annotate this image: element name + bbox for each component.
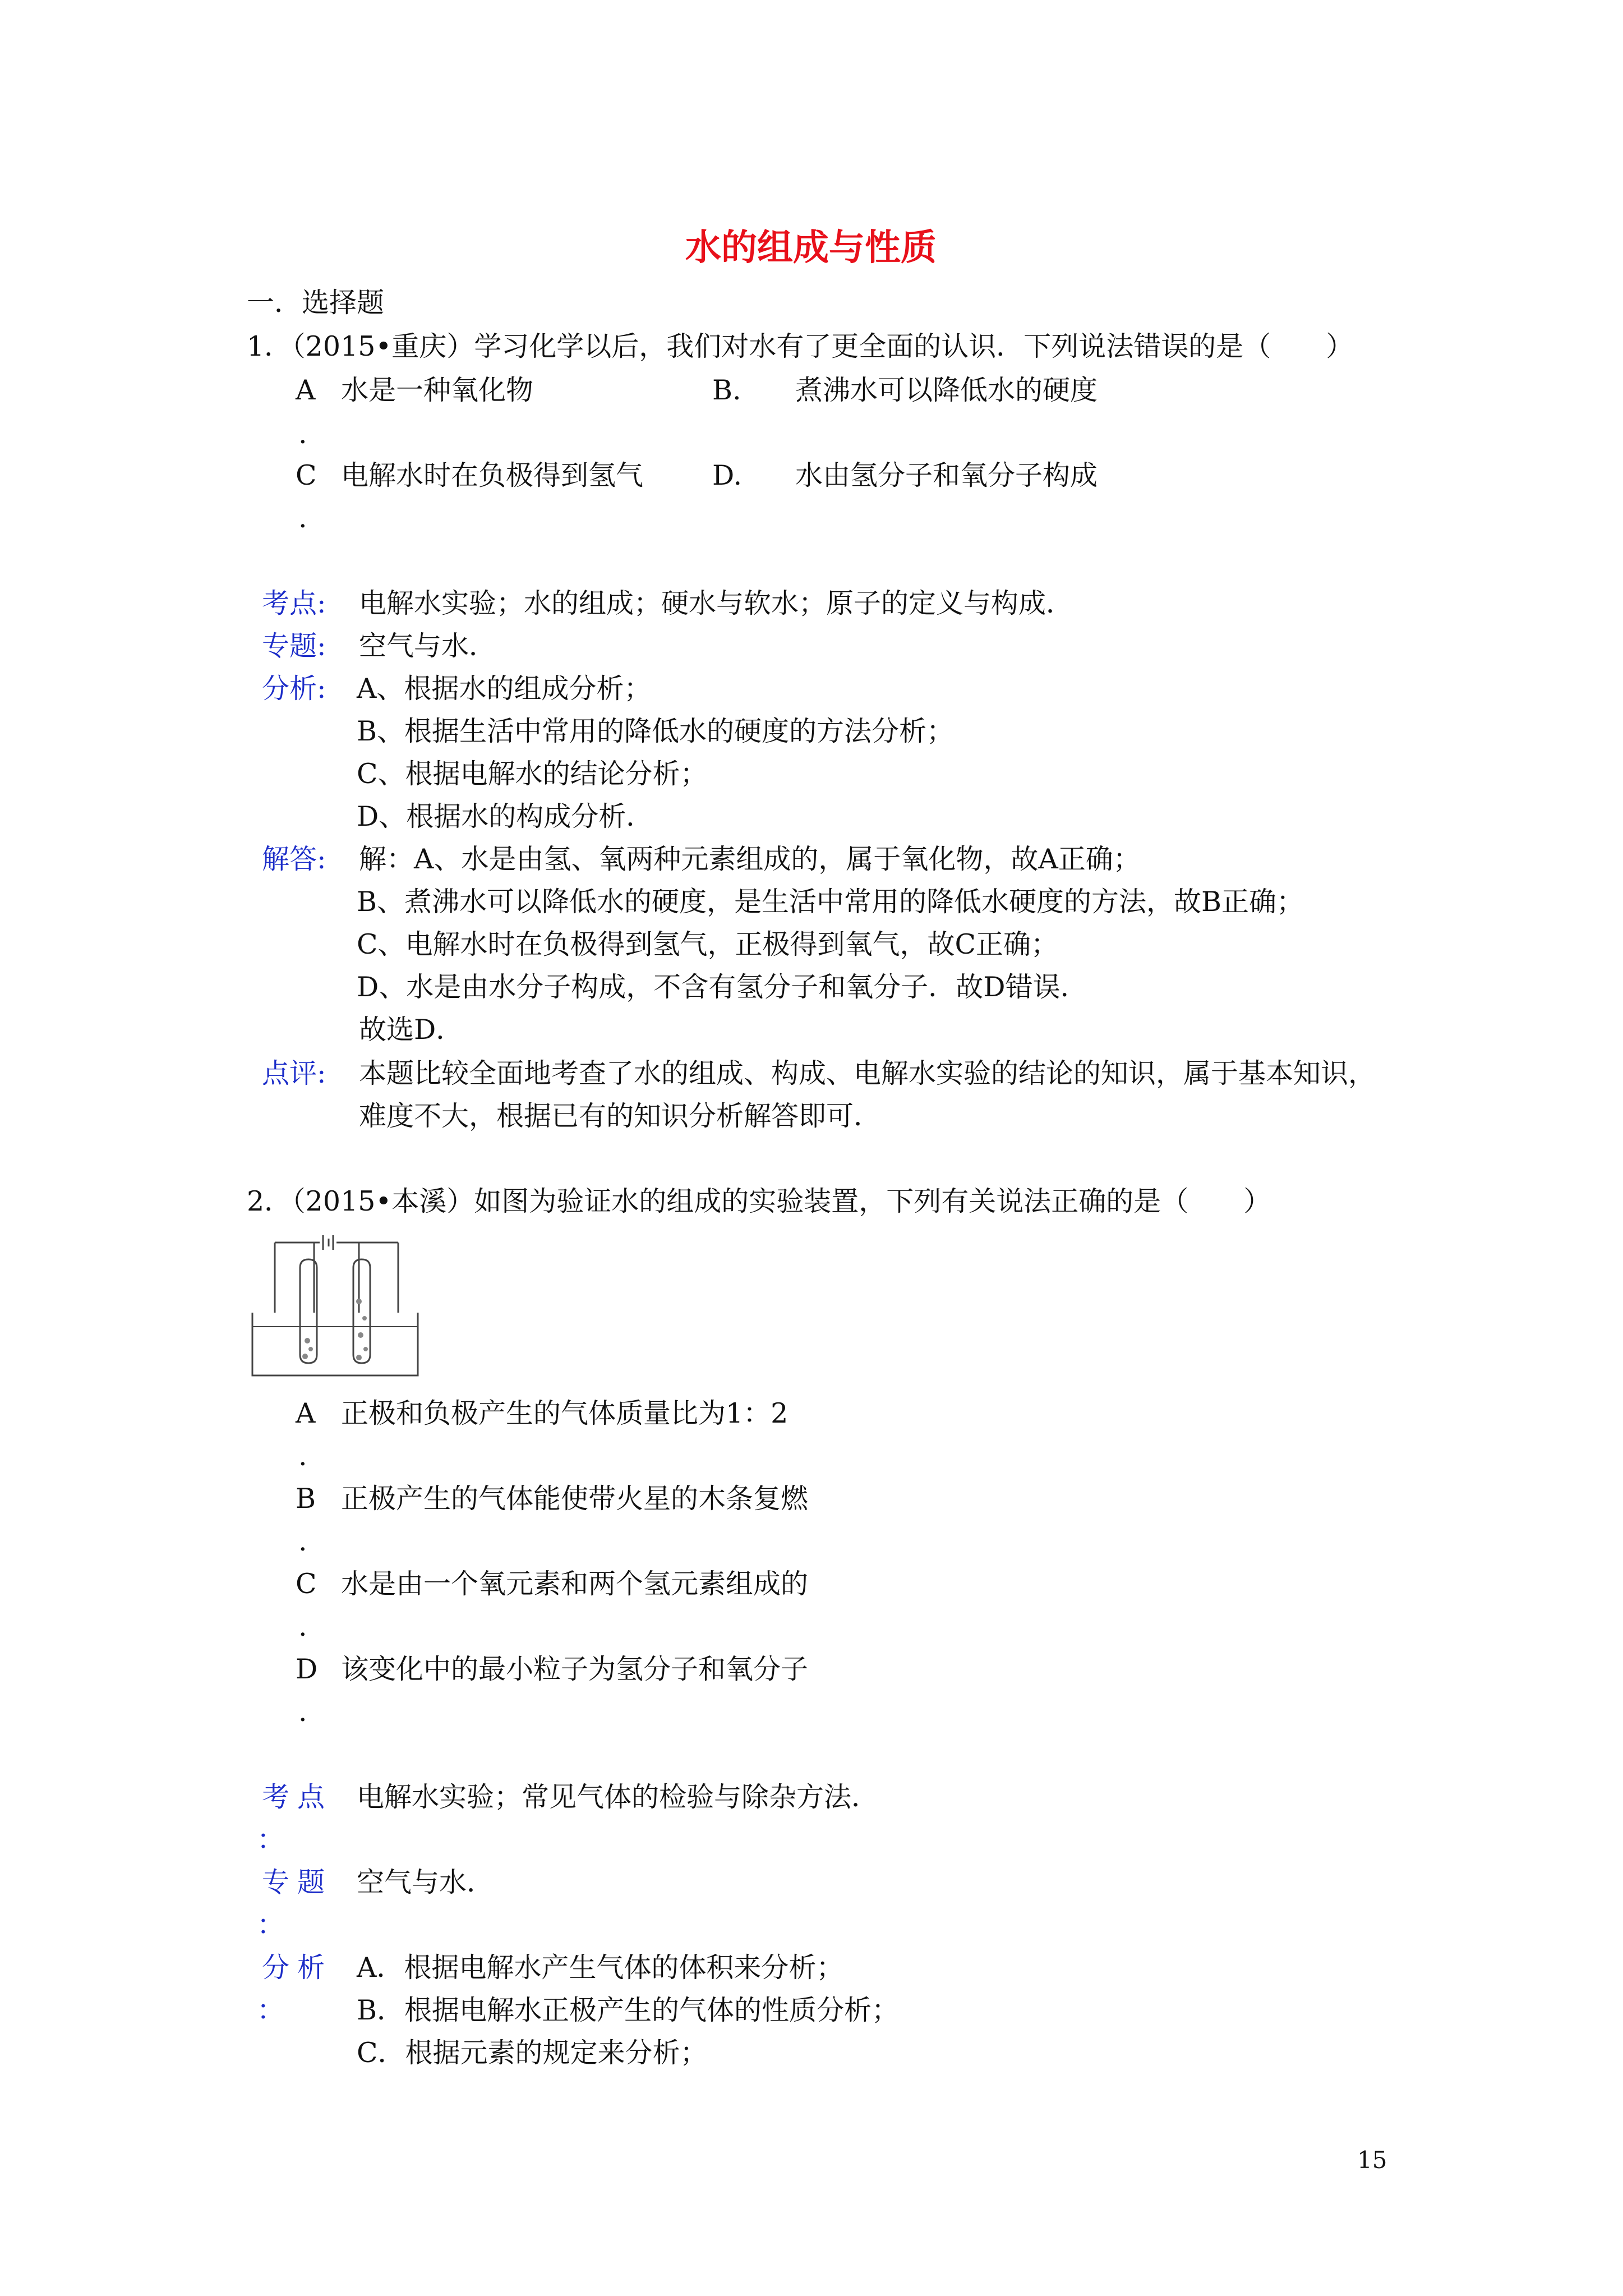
q2-option-b-text: 正极产生的气体能使带火星的木条复燃	[341, 1483, 809, 1515]
q2-kaodian: 电解水实验；常见气体的检验与除杂方法．	[357, 1781, 879, 1813]
q1-jieda-line: B、煮沸水可以降低水的硬度，是生活中常用的降低水硬度的方法，故B正确；	[357, 886, 1304, 918]
q1-dianping-label: 点评:	[262, 1057, 326, 1089]
q1-fenxi-line: B、根据生活中常用的降低水的硬度的方法分析；	[357, 715, 955, 747]
page-number: 15	[1357, 2146, 1387, 2174]
q2-zhuanti-label: 专题	[262, 1866, 333, 1898]
q2-option-d-dot: .	[298, 1696, 307, 1728]
q1-jieda-line: C、电解水时在负极得到氢气，正极得到氧气，故C正确；	[357, 928, 1058, 960]
q1-zhuanti-label: 专题:	[262, 630, 326, 662]
q2-option-a-dot: .	[298, 1440, 307, 1472]
q1-option-d-letter: D.	[712, 459, 743, 491]
q2-fenxi-line: B．根据电解水正极产生的气体的性质分析；	[357, 1994, 900, 2026]
q1-stem: 1．（2015•重庆）学习化学以后，我们对水有了更全面的认识．下列说法错误的是（ ）	[247, 330, 1354, 362]
q1-option-b-letter: B.	[712, 374, 741, 406]
q2-option-c-dot: .	[298, 1611, 307, 1642]
q1-fenxi-line: D、根据水的构成分析．	[357, 800, 654, 832]
page-title: 水的组成与性质	[685, 227, 937, 269]
q2-zhuanti: 空气与水．	[357, 1866, 495, 1898]
q2-option-d-letter: D	[296, 1653, 318, 1685]
q1-fenxi-line: C、根据电解水的结论分析；	[357, 758, 708, 790]
q1-option-c-text: 电解水时在负极得到氢气	[341, 459, 644, 491]
q1-jieda-line: 故选D．	[359, 1014, 464, 1046]
q1-jieda-line: 解：A、水是由氢、氧两种元素组成的，属于氧化物，故A正确；	[359, 843, 1141, 875]
q1-option-a-text: 水是一种氧化物	[341, 374, 534, 406]
q1-option-c-letter: C	[296, 459, 317, 491]
section-heading: 一．选择题	[247, 287, 385, 319]
q2-option-b-letter: B	[296, 1483, 316, 1515]
q2-option-c-letter: C	[296, 1568, 317, 1600]
q1-option-a-letter: A	[296, 374, 316, 406]
q1-fenxi-line: A、根据水的组成分析；	[357, 673, 652, 705]
q2-option-a-letter: A	[296, 1397, 316, 1429]
q1-kaodian: 电解水实验；水的组成；硬水与软水；原子的定义与构成．	[359, 587, 1074, 619]
q2-fenxi-colon: ：	[257, 1994, 285, 2026]
q2-fenxi-label: 分析	[262, 1952, 333, 1984]
q2-fenxi-line: A．根据电解水产生气体的体积来分析；	[357, 1952, 844, 1984]
q2-option-c-text: 水是由一个氧元素和两个氢元素组成的	[341, 1568, 809, 1600]
q1-kaodian-label: 考点:	[262, 587, 326, 619]
q1-jieda-line: D、水是由水分子构成，不含有氢分子和氧分子．故D错误．	[357, 971, 1088, 1003]
q1-option-b-text: 煮沸水可以降低水的硬度	[795, 374, 1098, 406]
q1-zhuanti: 空气与水．	[359, 630, 497, 662]
q2-kaodian-label: 考点	[262, 1781, 333, 1813]
q2-option-a-text: 正极和负极产生的气体质量比为1：2	[341, 1397, 789, 1429]
q1-dianping-line: 本题比较全面地考查了水的组成、构成、电解水实验的结论的知识，属于基本知识，	[359, 1057, 1376, 1089]
q2-zhuanti-colon: ：	[257, 1909, 285, 1941]
q2-stem: 2．（2015•本溪）如图为验证水的组成的实验装置，下列有关说法正确的是（ ）	[247, 1185, 1271, 1217]
q1-jieda-label: 解答:	[262, 843, 326, 875]
q1-option-d-text: 水由氢分子和氧分子构成	[795, 459, 1098, 491]
q1-option-c-dot: .	[298, 502, 307, 534]
q1-option-a-dot: .	[298, 418, 307, 450]
q2-kaodian-colon: ：	[257, 1824, 285, 1856]
electrolysis-apparatus-figure	[247, 1228, 426, 1383]
q1-dianping-line: 难度不大，根据已有的知识分析解答即可．	[359, 1100, 882, 1132]
q2-option-b-dot: .	[298, 1525, 307, 1557]
q1-fenxi-label: 分析:	[262, 673, 326, 705]
q2-fenxi-line: C．根据元素的规定来分析；	[357, 2037, 708, 2069]
q2-option-d-text: 该变化中的最小粒子为氢分子和氧分子	[341, 1653, 809, 1685]
